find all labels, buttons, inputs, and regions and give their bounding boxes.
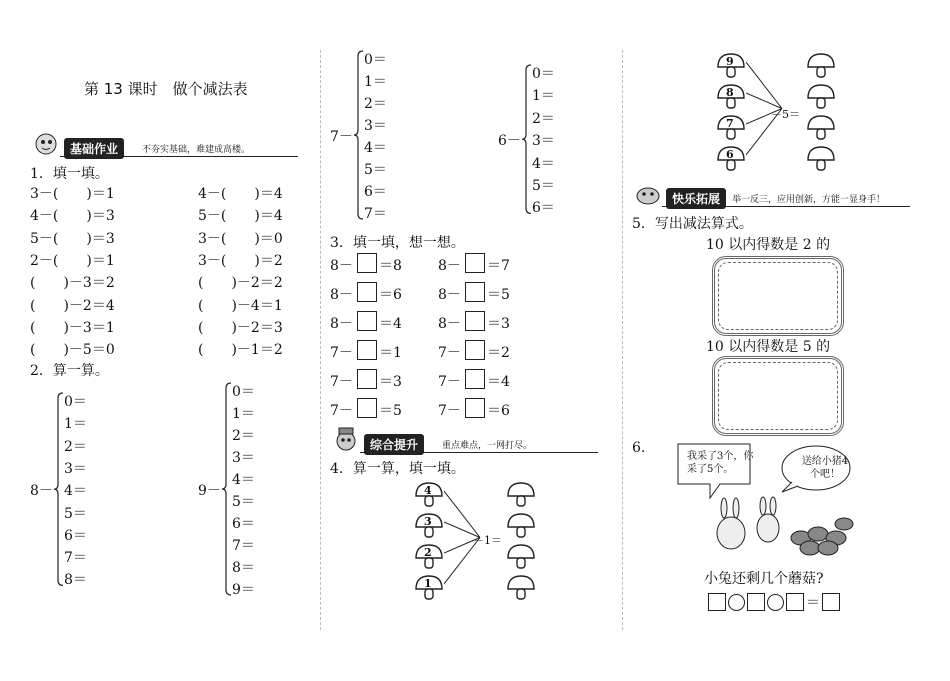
answer-box[interactable] bbox=[357, 253, 377, 273]
banner-comprehensive bbox=[330, 432, 598, 454]
answer-box[interactable] bbox=[465, 253, 485, 273]
expr-result: ＝1 bbox=[379, 345, 402, 361]
answer-box[interactable] bbox=[465, 282, 485, 302]
operation-label: －5＝ bbox=[771, 108, 800, 121]
brace-item: 7＝ bbox=[64, 550, 87, 567]
exercise-left: ( )－3＝1 bbox=[30, 319, 115, 336]
answer-circle[interactable] bbox=[728, 594, 745, 611]
answer-circle[interactable] bbox=[767, 594, 784, 611]
section5-heading: 5．写出减法算式。 bbox=[632, 216, 753, 232]
answer-box[interactable] bbox=[465, 340, 485, 360]
banner-motto: 不夯实基础，难建成高楼。 bbox=[142, 145, 251, 155]
mushroom-number: 3 bbox=[424, 515, 432, 528]
mushroom-number: 6 bbox=[726, 148, 734, 161]
mushroom-number: 2 bbox=[424, 546, 432, 559]
mushroom-blank-icon bbox=[806, 114, 836, 142]
speech-bubble-2: 送给小猪4个吧！ bbox=[801, 456, 849, 480]
brace-item: 3＝ bbox=[532, 133, 555, 150]
brace-item: 8＝ bbox=[232, 560, 255, 576]
section5-prompt1: 10 以内得数是 2 的 bbox=[706, 237, 831, 253]
mushroom-blank-icon bbox=[506, 512, 536, 540]
exercise-right: 3－( )＝0 bbox=[198, 230, 283, 247]
brace-item: 6＝ bbox=[64, 527, 87, 544]
brace-item: 3＝ bbox=[64, 460, 87, 477]
brace-item: 0＝ bbox=[232, 384, 255, 400]
expr-minus: 8－ bbox=[330, 316, 353, 332]
brace-item: 2＝ bbox=[532, 110, 555, 127]
brace-icon bbox=[522, 64, 532, 214]
brace-item: 5＝ bbox=[364, 162, 387, 178]
answer-square[interactable] bbox=[747, 593, 765, 611]
expr-result: ＝6 bbox=[379, 287, 402, 303]
banner-label: 基础作业 bbox=[64, 138, 124, 159]
brace-item: 1＝ bbox=[364, 74, 387, 90]
brace-item: 2＝ bbox=[364, 96, 387, 112]
expr-result: ＝6 bbox=[487, 403, 510, 419]
answer-square[interactable] bbox=[786, 593, 804, 611]
brace-item: 5＝ bbox=[532, 178, 555, 194]
answer-square[interactable] bbox=[708, 593, 726, 611]
exercise-right: ( )－4＝1 bbox=[198, 297, 283, 314]
mascot-icon bbox=[632, 180, 666, 210]
expr-minus: 7－ bbox=[438, 403, 461, 419]
brace-item: 0＝ bbox=[64, 394, 87, 410]
section5-prompt2: 10 以内得数是 5 的 bbox=[706, 339, 831, 355]
brace-item: 2＝ bbox=[64, 438, 87, 455]
expr-minus: 8－ bbox=[330, 287, 353, 303]
expr-result: ＝3 bbox=[487, 316, 510, 332]
banner-label: 综合提升 bbox=[364, 434, 424, 455]
brace-lead: 9－ bbox=[198, 483, 221, 499]
expr-minus: 8－ bbox=[438, 316, 461, 332]
column-divider bbox=[320, 50, 321, 630]
expr-minus: 7－ bbox=[330, 374, 353, 390]
brace-icon bbox=[54, 392, 64, 586]
banner-label: 快乐拓展 bbox=[666, 188, 726, 209]
expr-result: ＝4 bbox=[487, 374, 510, 390]
mushroom-blank-icon bbox=[806, 145, 836, 173]
brace-icon bbox=[354, 50, 364, 220]
brace-item: 5＝ bbox=[64, 505, 87, 522]
mushroom-number: 4 bbox=[424, 484, 432, 497]
answer-box[interactable] bbox=[712, 256, 844, 336]
brace-item: 0＝ bbox=[532, 66, 555, 82]
mushroom-number: 7 bbox=[726, 117, 734, 130]
banner-motto: 举一反三，应用创新，方能一显身手！ bbox=[732, 195, 886, 205]
banner-rule bbox=[360, 452, 598, 453]
exercise-left: ( )－3＝2 bbox=[30, 275, 115, 292]
mushroom-blank-icon bbox=[806, 83, 836, 111]
banner-motto: 重点难点，一网打尽。 bbox=[442, 441, 533, 451]
brace-item: 1＝ bbox=[232, 406, 255, 422]
exercise-right: ( )－1＝2 bbox=[198, 342, 283, 359]
brace-lead: 8－ bbox=[30, 483, 53, 500]
exercise-left: ( )－5＝0 bbox=[30, 342, 115, 359]
expr-minus: 7－ bbox=[330, 345, 353, 361]
answer-box[interactable] bbox=[465, 398, 485, 418]
exercise-left: 4－( )＝3 bbox=[30, 208, 115, 225]
exercise-right: 3－( )＝2 bbox=[198, 252, 283, 269]
expr-result: ＝3 bbox=[379, 374, 402, 390]
exercise-right: ( )－2＝2 bbox=[198, 275, 283, 292]
expr-minus: 8－ bbox=[438, 287, 461, 303]
answer-box[interactable] bbox=[357, 311, 377, 331]
brace-item: 8＝ bbox=[64, 572, 87, 589]
brace-item: 4＝ bbox=[532, 155, 555, 172]
mushroom-number: 1 bbox=[424, 577, 432, 590]
section3-heading: 3．填一填，想一想。 bbox=[330, 235, 465, 251]
mushroom-number: 8 bbox=[726, 86, 734, 99]
expr-minus: 7－ bbox=[330, 403, 353, 419]
answer-box[interactable] bbox=[465, 311, 485, 331]
section6-question: 小兔还剩几个蘑菇? bbox=[704, 571, 824, 587]
mushroom-blank-icon bbox=[806, 52, 836, 80]
answer-box[interactable] bbox=[712, 356, 844, 436]
section4-heading: 4．算一算，填一填。 bbox=[330, 461, 465, 477]
mushroom-blank-icon bbox=[506, 543, 536, 571]
answer-square[interactable] bbox=[822, 593, 840, 611]
brace-item: 9＝ bbox=[232, 582, 255, 598]
brace-item: 4＝ bbox=[64, 483, 87, 500]
expr-minus: 8－ bbox=[438, 258, 461, 274]
brace-item: 6＝ bbox=[532, 200, 555, 217]
exercise-left: ( )－2＝4 bbox=[30, 297, 115, 314]
brace-item: 6＝ bbox=[364, 184, 387, 200]
brace-item: 7＝ bbox=[232, 538, 255, 554]
section1-heading: 1．填一填。 bbox=[30, 166, 109, 182]
brace-item: 4＝ bbox=[232, 472, 255, 488]
mushroom-blank-icon bbox=[506, 481, 536, 509]
exercise-right: ( )－2＝3 bbox=[198, 319, 283, 336]
expr-result: ＝5 bbox=[379, 403, 402, 419]
answer-box[interactable] bbox=[357, 398, 377, 418]
expr-result: ＝8 bbox=[379, 258, 402, 274]
equals-sign: ＝ bbox=[806, 595, 820, 611]
exercise-right: 4－( )＝4 bbox=[198, 186, 283, 202]
brace-item: 5＝ bbox=[232, 494, 255, 510]
brace-lead: 7－ bbox=[330, 129, 353, 145]
brace-item: 3＝ bbox=[232, 450, 255, 466]
expr-minus: 7－ bbox=[438, 374, 461, 390]
column-divider bbox=[622, 50, 623, 630]
answer-box[interactable] bbox=[465, 369, 485, 389]
banner-rule bbox=[662, 206, 910, 207]
brace-item: 0＝ bbox=[364, 52, 387, 68]
banner-basic bbox=[30, 136, 298, 158]
answer-equation bbox=[708, 592, 840, 612]
page-title: 第 13 课时 做个减法表 bbox=[84, 80, 248, 98]
mushroom-blank-icon bbox=[506, 574, 536, 602]
brace-item: 7＝ bbox=[364, 206, 387, 222]
exercise-left: 2－( )＝1 bbox=[30, 252, 115, 269]
answer-box[interactable] bbox=[357, 369, 377, 389]
brace-item: 6＝ bbox=[232, 516, 255, 532]
brace-item: 2＝ bbox=[232, 428, 255, 444]
brace-item: 3＝ bbox=[364, 118, 387, 134]
answer-box[interactable] bbox=[357, 340, 377, 360]
section2-heading: 2．算一算。 bbox=[30, 363, 109, 379]
section6-heading: 6. bbox=[632, 440, 646, 456]
mascot-icon bbox=[330, 426, 364, 456]
brace-item: 1＝ bbox=[64, 416, 87, 433]
brace-lead: 6－ bbox=[498, 133, 521, 150]
expr-minus: 7－ bbox=[438, 345, 461, 361]
expr-result: ＝7 bbox=[487, 258, 510, 274]
brace-item: 1＝ bbox=[532, 88, 555, 105]
brace-item: 4＝ bbox=[364, 140, 387, 156]
expr-result: ＝2 bbox=[487, 345, 510, 361]
mushroom-number: 9 bbox=[726, 55, 734, 68]
brace-icon bbox=[222, 382, 232, 596]
answer-box[interactable] bbox=[357, 282, 377, 302]
expr-minus: 8－ bbox=[330, 258, 353, 274]
exercise-left: 5－( )＝3 bbox=[30, 230, 115, 247]
expr-result: ＝5 bbox=[487, 287, 510, 303]
exercise-left: 3－( )＝1 bbox=[30, 186, 115, 202]
operation-label: －1＝ bbox=[473, 534, 502, 547]
expr-result: ＝4 bbox=[379, 316, 402, 332]
banner-rule bbox=[60, 156, 298, 157]
speech-bubble-1: 我采了3个，你采了5个。 bbox=[687, 451, 754, 475]
banner-extend bbox=[632, 186, 910, 208]
mascot-icon bbox=[30, 130, 64, 160]
exercise-right: 5－( )＝4 bbox=[198, 208, 283, 225]
